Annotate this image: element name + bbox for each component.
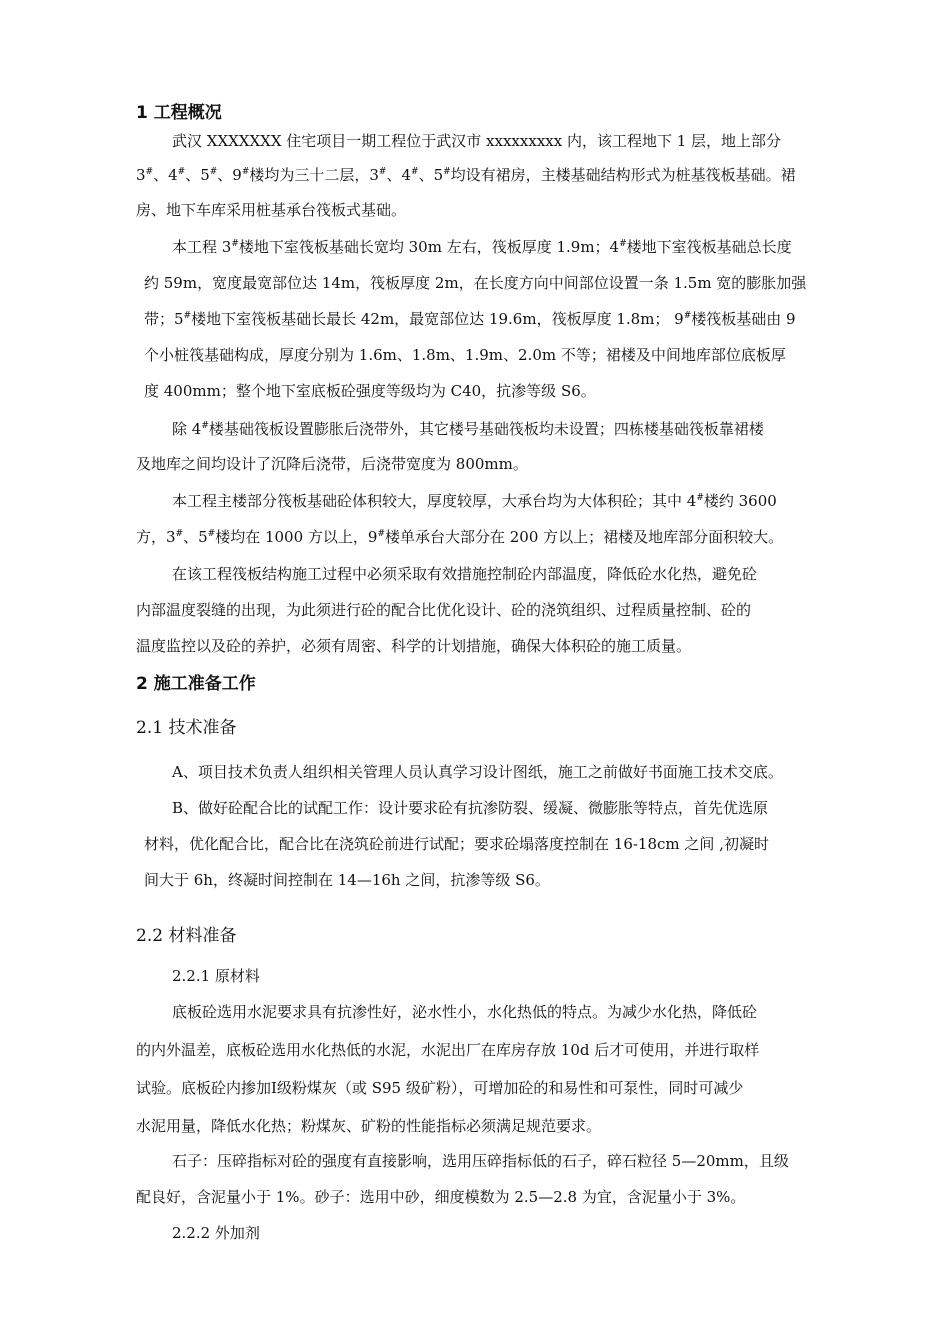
- text-segment: 方，3: [136, 528, 176, 546]
- text-segment: 3: [136, 166, 146, 184]
- superscript-mark: #: [619, 239, 627, 249]
- text-line: 个小桩筏基础构成，厚度分别为 1.6m、1.8m、1.9m、2.0m 不等；裙楼及中间地库部位底板厚: [144, 346, 786, 364]
- text-segment: 楼均为三十二层，3: [249, 166, 379, 184]
- superscript-mark: #: [443, 167, 451, 177]
- text-segment: 带；5: [144, 310, 184, 328]
- text-segment: 、9: [217, 166, 242, 184]
- text-line: 房、地下车库采用桩基承台筏板式基础。: [136, 201, 407, 219]
- text-segment: 、5: [183, 528, 208, 546]
- text-line: 内部温度裂缝的出现，为此须进行砼的配合比优化设计、砼的浇筑组织、过程质量控制、砼的: [136, 601, 752, 619]
- text-segment: 本工程 3: [172, 238, 232, 256]
- section-2-1-heading: 2.1 技术准备: [136, 718, 237, 738]
- text-line: 温度监控以及砼的养护，必须有周密、科学的计划措施，确保大体积砼的施工质量。: [136, 637, 692, 655]
- text-line: [172, 419, 764, 439]
- superscript-mark: #: [175, 529, 184, 539]
- section-2-2-2-heading: 2.2.2 外加剂: [172, 1224, 260, 1242]
- text-line: [172, 491, 777, 511]
- superscript-mark: #: [411, 167, 419, 177]
- text-line: 配良好，含泥量小于 1%。砂子：选用中砂，细度模数为 2.5—2.8 为宜，含泥量小于 3%。: [136, 1188, 746, 1206]
- text-line: 及地库之间均设计了沉降后浇带，后浇带宽度为 800mm。: [136, 455, 528, 473]
- text-segment: 楼地下室筏板基础长最长 42m，最宽部位达 19.6m，筏板厚度 1.8m； 9: [191, 310, 684, 328]
- text-line: 在该工程筏板结构施工过程中必须采取有效措施控制砼内部温度，降低砼水化热，避免砼: [172, 565, 758, 583]
- section-2-2-1-heading: 2.2.1 原材料: [172, 967, 260, 985]
- text-line: 武汉 XXXXXXX 住宅项目一期工程位于武汉市 xxxxxxxxx 内，该工程地下 1 层，地上部分: [172, 132, 782, 150]
- text-line: 试验。底板砼内掺加Ⅰ级粉煤灰（或 S95 级矿粉），可增加砼的和易性和可泵性，同时可减少: [136, 1079, 744, 1097]
- text-line: [144, 309, 796, 329]
- superscript-mark: #: [378, 167, 387, 177]
- text-line: 的内外温差，底板砼选用水化热低的水泥，水泥出厂在库房存放 10d 后才可使用，并进行取样: [136, 1041, 760, 1059]
- superscript-mark: #: [183, 311, 192, 321]
- text-line: [172, 237, 792, 257]
- superscript-mark: #: [377, 529, 385, 539]
- text-line: 水泥用量，降低水化热；粉煤灰、矿粉的性能指标必须满足规范要求。: [136, 1117, 602, 1135]
- text-segment: 、4: [153, 166, 178, 184]
- text-segment: 楼均在 1000 方以上，9: [215, 528, 378, 546]
- text-segment: 楼单承台大部分在 200 方以上；裙楼及地库部分面积较大。: [385, 528, 784, 546]
- text-line: 底板砼选用水泥要求具有抗渗性好，泌水性小，水化热低的特点。为减少水化热，降低砼: [172, 1003, 758, 1021]
- text-line: B、做好砼配合比的试配工作：设计要求砼有抗渗防裂、缓凝、微膨胀等特点，首先优选原: [172, 799, 769, 817]
- text-segment: 除 4: [172, 420, 202, 438]
- text-segment: 、5: [418, 166, 444, 184]
- text-line: 度 400mm；整个地下室底板砼强度等级均为 C40，抗渗等级 S6。: [144, 382, 596, 400]
- text-segment: 本工程主楼部分筏板基础砼体积较大，厚度较厚，大承台均为大体积砼；其中 4: [172, 492, 697, 510]
- text-line: 石子：压碎指标对砼的强度有直接影响，选用压碎指标低的石子，碎石粒径 5—20mm，且级: [172, 1152, 789, 1170]
- superscript-mark: #: [231, 239, 239, 249]
- section-2-2-heading: 2.2 材料准备: [136, 926, 237, 946]
- text-segment: 、4: [386, 166, 412, 184]
- text-line: A、项目技术负责人组织相关管理人员认真学习设计图纸，施工之前做好书面施工技术交底。: [172, 763, 783, 781]
- text-line: [136, 165, 796, 185]
- text-line: [136, 527, 783, 547]
- text-segment: 楼约 3600: [703, 492, 777, 510]
- superscript-mark: #: [683, 311, 692, 321]
- text-segment: 楼地下室筏板基础长宽均 30m 左右，筏板厚度 1.9m；4: [238, 238, 620, 256]
- text-segment: 楼筏板基础由 9: [691, 310, 796, 328]
- superscript-mark: #: [209, 167, 218, 177]
- text-segment: 均设有裙房，主楼基础结构形式为桩基筏板基础。裙: [450, 166, 796, 184]
- section-1-heading: 1 工程概况: [136, 103, 222, 123]
- section-2-heading: 2 施工准备工作: [136, 674, 256, 694]
- superscript-mark: #: [696, 493, 704, 503]
- text-segment: 、5: [185, 166, 210, 184]
- text-segment: 楼地下室筏板基础总长度: [626, 238, 792, 256]
- text-line: 约 59m，宽度最宽部位达 14m，筏板厚度 2m，在长度方向中间部位设置一条 1.5m 宽的膨胀加强: [144, 274, 807, 292]
- text-line: 材料，优化配合比，配合比在浇筑砼前进行试配；要求砼塌落度控制在 16-18cm 之间 ,初凝时: [144, 835, 769, 853]
- superscript-mark: #: [177, 167, 186, 177]
- superscript-mark: #: [145, 167, 154, 177]
- superscript-mark: #: [201, 421, 209, 431]
- superscript-mark: #: [241, 167, 250, 177]
- text-segment: 楼基础筏板设置膨胀后浇带外，其它楼号基础筏板均未设置；四栋楼基础筏板靠裙楼: [208, 420, 764, 438]
- superscript-mark: #: [207, 529, 216, 539]
- text-line: 间大于 6h，终凝时间控制在 14—16h 之间，抗渗等级 S6。: [144, 871, 550, 889]
